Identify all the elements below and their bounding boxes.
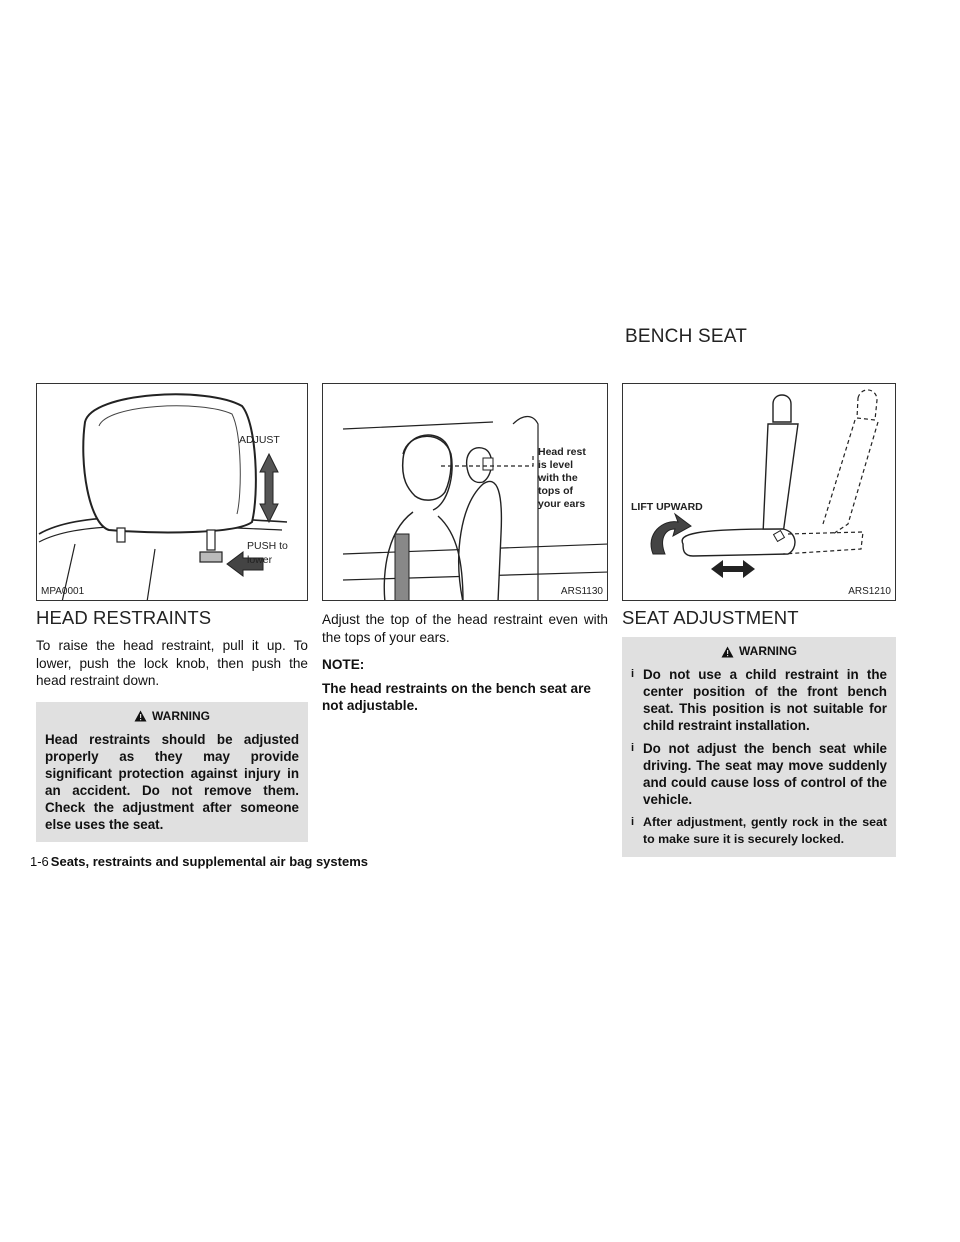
page-footer	[30, 854, 368, 869]
heading-seat-adjustment: SEAT ADJUSTMENT	[622, 607, 799, 628]
note-label: NOTE:	[322, 657, 365, 672]
warning-triangle-icon	[134, 710, 147, 722]
figure-head-restraint-adjust	[36, 383, 308, 601]
push-label-line1: PUSH to	[247, 540, 288, 552]
note-text: The head restraints on the bench seat are not adjustable.	[322, 680, 591, 713]
column-seat-adjustment	[622, 383, 896, 857]
bullet-mark: i	[631, 816, 635, 828]
warning-triangle-icon	[721, 646, 734, 658]
page-number: 1-6	[30, 854, 49, 869]
warning-header	[631, 643, 887, 660]
warning-bullet	[631, 814, 887, 848]
warning-box-head-restraints	[36, 702, 308, 842]
adjust-top-paragraph: Adjust the top of the head restraint even with the tops of your ears.	[322, 612, 608, 645]
bullet-text: After adjustment, gently rock in the seat to make sure it is securely locked.	[643, 815, 887, 846]
column-head-rest-level	[322, 383, 608, 725]
warning-bullet	[631, 740, 887, 808]
figure-code: ARS1210	[848, 586, 891, 597]
warning-box-seat-adjustment	[622, 637, 896, 857]
warning-bullet	[631, 666, 887, 734]
bullet-text: Do not use a child restraint in the center position of the front bench seat. This position is not suitable for child restraint installation.	[643, 667, 887, 733]
section-title: BENCH SEAT	[625, 326, 748, 347]
warning-title: WARNING	[739, 644, 797, 658]
figure-head-rest-level	[322, 383, 608, 601]
head-restraint-illustration	[37, 384, 308, 601]
warning-title: WARNING	[152, 708, 210, 723]
lift-upward-label: LIFT UPWARD	[631, 501, 703, 513]
adjust-label: ADJUST	[239, 434, 280, 446]
bench-seat-illustration	[623, 384, 896, 601]
bullet-text: Do not adjust the bench seat while driving. The seat may move suddenly and could cause loss of control of the vehicle.	[643, 741, 887, 807]
figure-code: ARS1130	[560, 586, 603, 597]
push-label-line2: lower	[247, 554, 273, 566]
bullet-mark: i	[631, 742, 635, 754]
bullet-mark: i	[631, 668, 635, 680]
figure-bench-seat-lift	[622, 383, 896, 601]
heading-head-restraints: HEAD RESTRAINTS	[36, 607, 212, 628]
chapter-title: Seats, restraints and supplemental air bag systems	[50, 854, 368, 869]
warning-header	[45, 708, 299, 725]
head-restraints-paragraph: To raise the head restraint, pull it up. To lower, push the lock knob, then push the head restraint down.	[36, 638, 308, 688]
head-rest-level-label: Head rest is level with the tops of your ears	[538, 446, 586, 510]
column-head-restraints	[36, 383, 308, 842]
figure-code: MPA0001	[41, 586, 85, 597]
warning-text: Head restraints should be adjusted properly as they may provide significant protection against injury in an accident. Do not remove them. Check the adjustment after someone else uses the seat.	[45, 731, 299, 832]
